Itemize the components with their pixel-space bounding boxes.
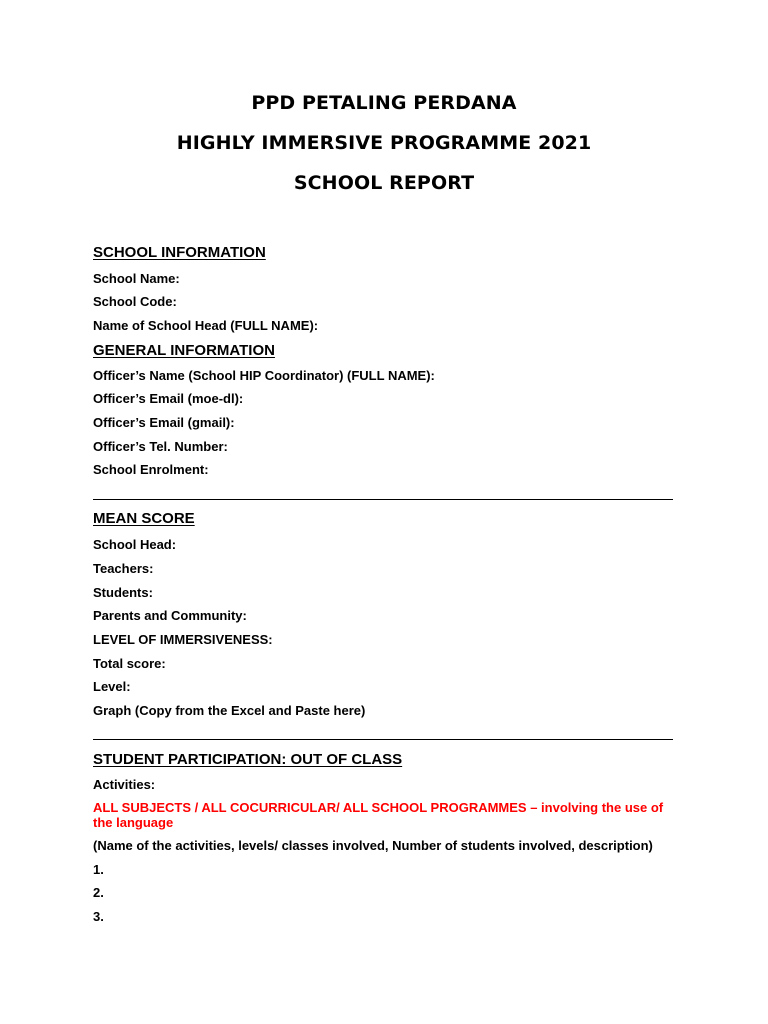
title-report: SCHOOL REPORT	[293, 172, 475, 194]
heading-school-information: SCHOOL INFORMATION	[93, 244, 266, 261]
list-item: 1.	[93, 862, 104, 877]
title-programme: HIGHLY IMMERSIVE PROGRAMME 2021	[176, 132, 592, 154]
field-officer-email-moe: Officer’s Email (moe-dl):	[93, 391, 244, 406]
field-score-parents: Parents and Community:	[93, 608, 247, 623]
list-item: 3.	[93, 909, 104, 924]
field-officer-email-gmail: Officer’s Email (gmail):	[93, 415, 235, 430]
divider-line	[93, 739, 673, 740]
heading-mean-score: MEAN SCORE	[93, 510, 195, 527]
field-officer-tel: Officer’s Tel. Number:	[93, 439, 228, 454]
field-score-students: Students:	[93, 585, 153, 600]
field-school-enrolment: School Enrolment:	[93, 462, 209, 477]
field-score-teachers: Teachers:	[93, 561, 154, 576]
highlight-note: ALL SUBJECTS / ALL COCURRICULAR/ ALL SCHOOL PROGRAMMES – involving the use of the language	[93, 800, 664, 830]
field-total-score: Total score:	[93, 656, 166, 671]
field-graph: Graph (Copy from the Excel and Paste here)	[93, 703, 366, 718]
field-officer-name: Officer’s Name (School HIP Coordinator) (FULL NAME):	[93, 368, 435, 383]
field-activities: Activities:	[93, 777, 156, 792]
heading-general-information: GENERAL INFORMATION	[93, 342, 275, 359]
list-item: 2.	[93, 885, 104, 900]
field-school-name: School Name:	[93, 271, 180, 286]
field-school-code: School Code:	[93, 294, 177, 309]
field-school-head: Name of School Head (FULL NAME):	[93, 318, 319, 333]
heading-student-participation: STUDENT PARTICIPATION: OUT OF CLASS	[93, 751, 403, 768]
title-district: PPD PETALING PERDANA	[251, 92, 517, 114]
divider-line	[93, 499, 673, 500]
field-score-school-head: School Head:	[93, 537, 177, 552]
field-level-immersiveness: LEVEL OF IMMERSIVENESS:	[93, 632, 273, 647]
instruction-text: (Name of the activities, levels/ classes involved, Number of students involved, description)	[93, 838, 653, 853]
field-level: Level:	[93, 679, 131, 694]
